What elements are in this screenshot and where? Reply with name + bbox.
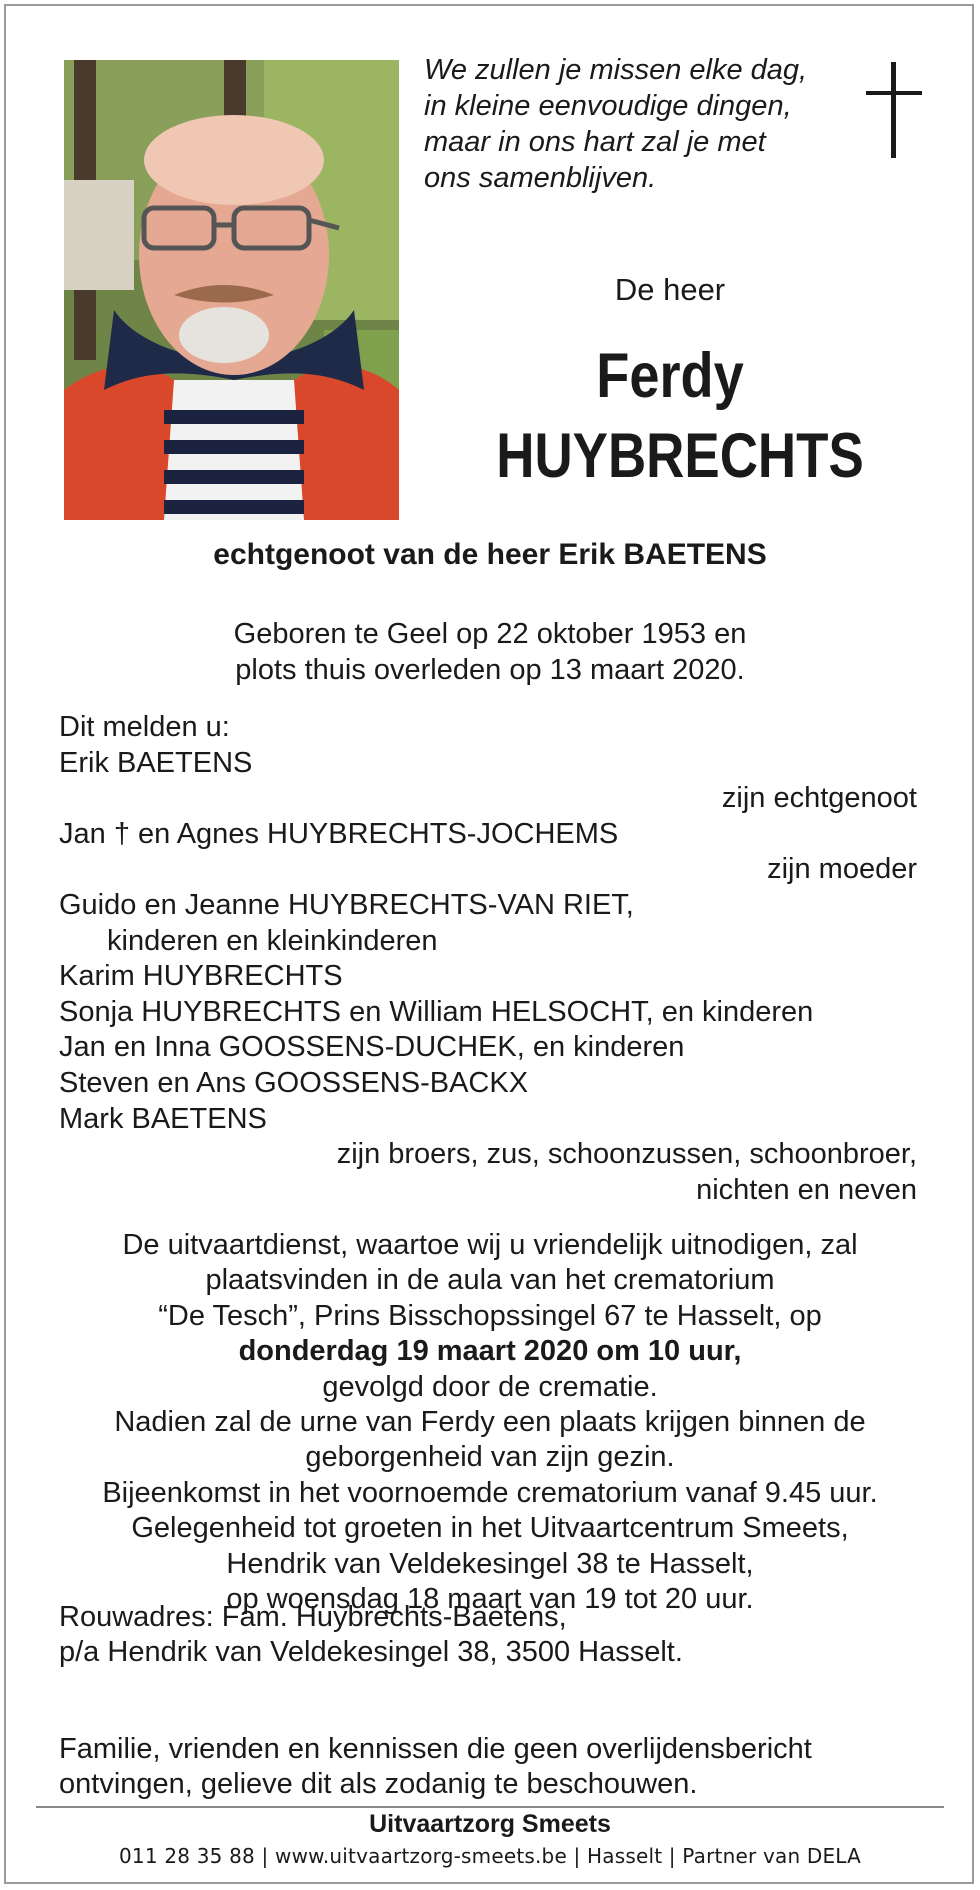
service-line: Gelegenheid tot groeten in het Uitvaartcentrum Smeets, (131, 1512, 849, 1545)
service-line: “De Tesch”, Prins Bisschopssingel 67 te Hasselt, op (158, 1299, 822, 1332)
announcer-name-continuation: kinderen en kleinkinderen (107, 924, 438, 957)
announcer-name: Erik BAETENS (59, 746, 253, 779)
announcer-name: Mark BAETENS (59, 1102, 267, 1135)
portrait-photo (64, 60, 399, 520)
relation-label: zijn echtgenoot (721, 782, 917, 815)
cross-icon (866, 62, 922, 158)
service-line: Nadien zal de urne van Ferdy een plaats krijgen binnen de (114, 1405, 866, 1438)
funeral-company-name: Uitvaartzorg Smeets (369, 1810, 611, 1838)
service-line: Bijeenkomst in het voornoemde crematorium vanaf 9.45 uur. (102, 1476, 878, 1509)
service-line: op woensdag 18 maart van 19 tot 20 uur. (226, 1582, 754, 1615)
notice-line: ontvingen, gelieve dit als zodanig te beschouwen. (59, 1768, 698, 1800)
funeral-service-info (0, 1228, 980, 1617)
notice-text (59, 1732, 812, 1802)
birth-death-info (0, 616, 980, 688)
relation-label: zijn broers, zus, schoonzussen, schoonbroer, (336, 1138, 917, 1171)
service-line: De uitvaartdienst, waartoe wij u vriendelijk uitnodigen, zal (122, 1229, 858, 1261)
service-line: plaatsvinden in de aula van het crematorium (205, 1264, 775, 1297)
service-line: gevolgd door de crematie. (322, 1370, 658, 1403)
honorific: De heer (614, 272, 726, 307)
mourning-address (59, 1600, 683, 1670)
notice-line: Familie, vrienden en kennissen die geen overlijdensbericht (59, 1733, 812, 1765)
announcer-name: Sonja HUYBRECHTS en William HELSOCHT, en kinderen (59, 995, 814, 1028)
relation-label: nichten en neven (696, 1173, 917, 1206)
poem-line: maar in ons hart zal je met (424, 126, 766, 158)
birth-death-line: plots thuis overleden op 13 maart 2020. (235, 654, 745, 686)
announcers-list (59, 710, 917, 1208)
announcer-name: Steven en Ans GOOSSENS-BACKX (59, 1066, 529, 1099)
announcer-name: Karim HUYBRECHTS (59, 960, 343, 993)
poem-line: We zullen je missen elke dag, (424, 54, 808, 86)
announcers-intro: Dit melden u: (59, 711, 230, 743)
service-line: Hendrik van Veldekesingel 38 te Hasselt, (226, 1547, 754, 1580)
service-date: donderdag 19 maart 2020 om 10 uur, (238, 1335, 742, 1368)
poem-line: in kleine eenvoudige dingen, (424, 90, 792, 122)
spouse-line: echtgenoot van de heer Erik BAETENS (213, 538, 767, 571)
relation-label: zijn moeder (767, 853, 917, 886)
address-line: Rouwadres: Fam. Huybrechts-Baetens, (59, 1601, 567, 1633)
service-line: geborgenheid van zijn gezin. (305, 1441, 675, 1474)
announcer-name: Guido en Jeanne HUYBRECHTS-VAN RIET, (59, 888, 634, 921)
announcer-name: Jan en Inna GOOSSENS-DUCHEK, en kinderen (59, 1031, 685, 1064)
birth-death-line: Geboren te Geel op 22 oktober 1953 en (233, 618, 747, 650)
footer-divider (36, 1806, 944, 1808)
deceased-first-name: Ferdy (596, 341, 744, 411)
announcer-name: Jan † en Agnes HUYBRECHTS-JOCHEMS (59, 817, 619, 850)
memorial-poem (424, 52, 844, 196)
poem-line: ons samenblijven. (424, 162, 657, 194)
address-line: p/a Hendrik van Veldekesingel 38, 3500 Hasselt. (59, 1636, 683, 1668)
deceased-last-name: HUYBRECHTS (496, 421, 864, 491)
funeral-company-contact: 011 28 35 88 | www.uitvaartzorg-smeets.be | Hasselt | Partner van DELA (118, 1844, 861, 1868)
